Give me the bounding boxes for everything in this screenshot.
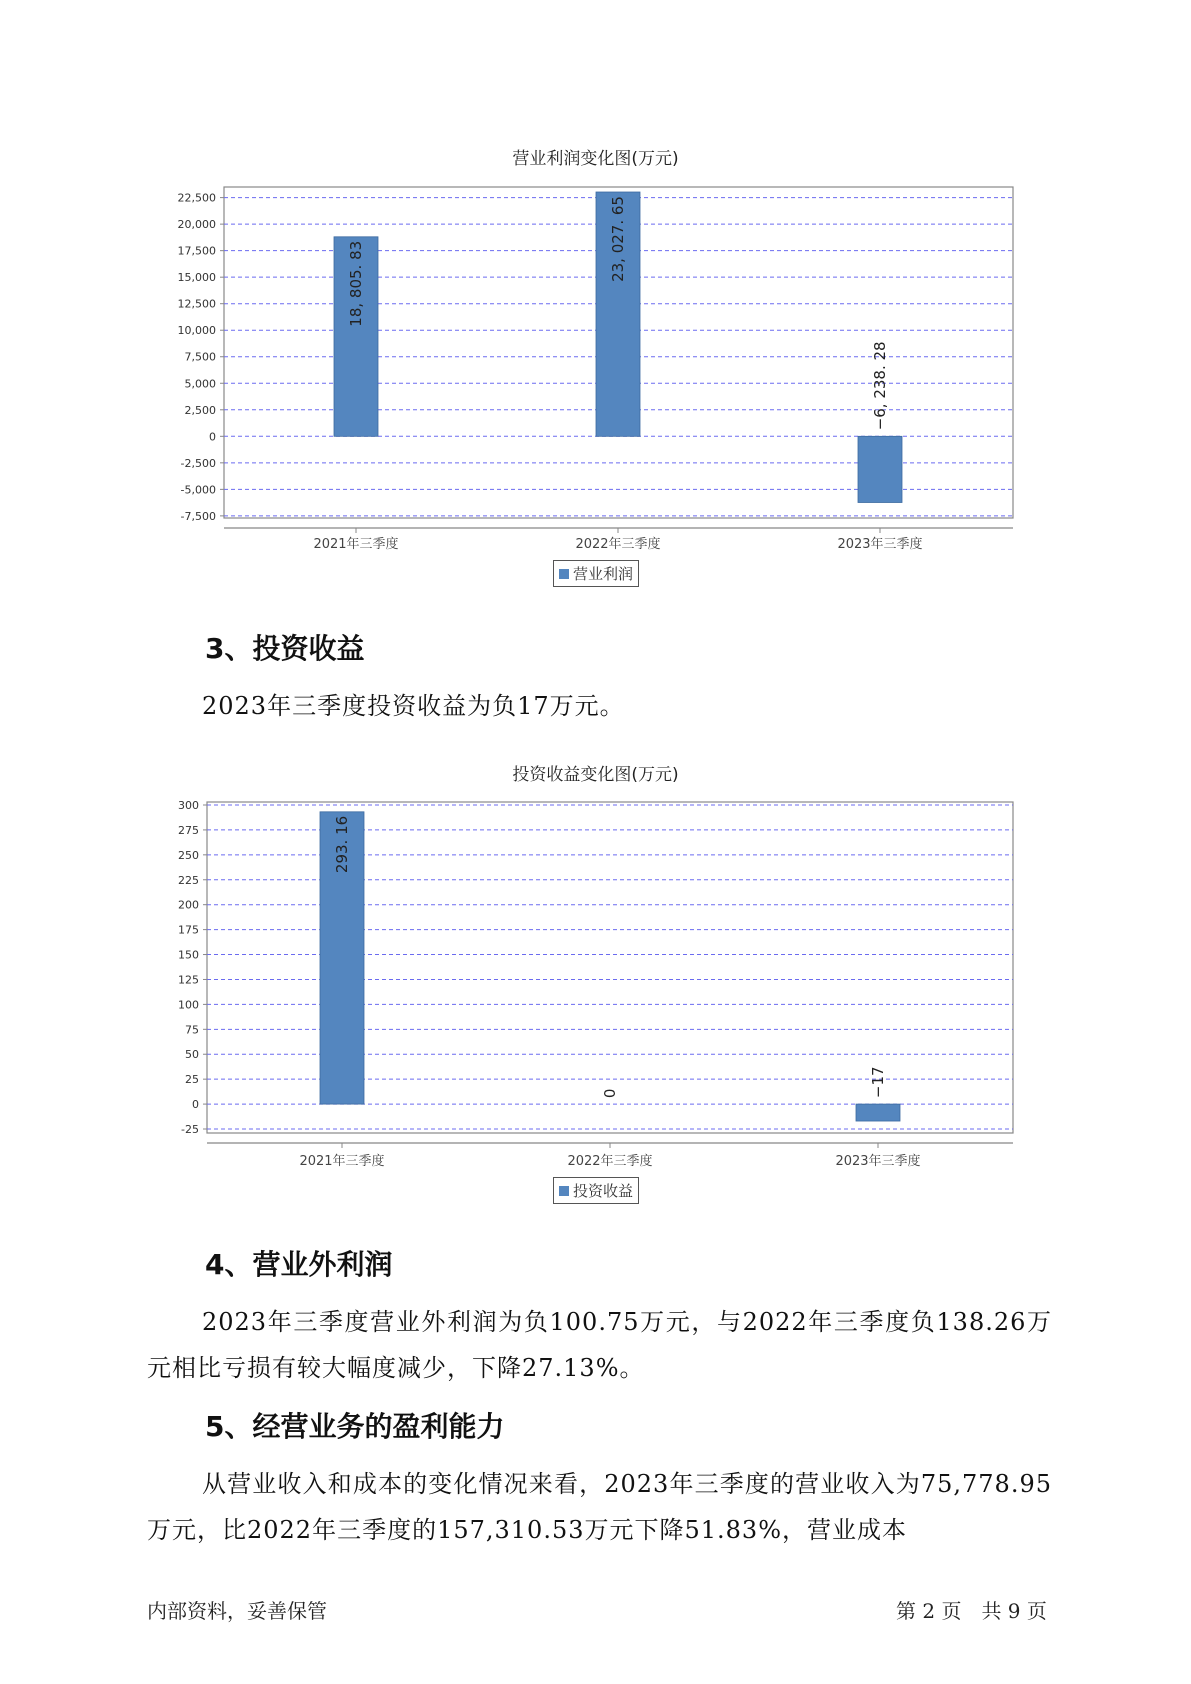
bar (856, 1104, 900, 1121)
x-tick-label: 2021年三季度 (313, 537, 399, 552)
chart-title-operating-profit: 营业利润变化图(万元) (512, 149, 679, 169)
y-tick-label: 300 (178, 798, 199, 812)
y-tick-label: 250 (178, 848, 199, 862)
section-heading-non-operating-profit: 4、营业外利润 (205, 1248, 393, 1281)
y-tick-label: -2,500 (180, 456, 216, 470)
y-tick-label: 12,500 (177, 297, 216, 311)
y-tick-label: 200 (178, 898, 199, 912)
legend-swatch (559, 1186, 569, 1196)
paragraph-investment: 2023年三季度投资收益为负17万元。 (202, 692, 625, 720)
section-heading-investment: 3、投资收益 (205, 632, 365, 665)
chart-title-investment-income: 投资收益变化图(万元) (512, 765, 679, 785)
legend-label: 投资收益 (573, 1182, 634, 1200)
chart-legend-investment-income (553, 1177, 639, 1204)
footer-page-number: 第 2 页 共 9 页 (896, 1599, 1047, 1623)
x-tick-label: 2021年三季度 (299, 1154, 385, 1169)
y-tick-label: 75 (185, 1023, 199, 1037)
x-tick-label: 2023年三季度 (837, 537, 923, 552)
data-label: 293. 16 (333, 815, 351, 874)
y-tick-label: 5,000 (184, 377, 216, 391)
y-tick-label: 22,500 (177, 191, 216, 205)
y-tick-label: -5,000 (180, 483, 216, 497)
x-tick-label: 2022年三季度 (575, 537, 661, 552)
y-tick-label: 175 (178, 923, 199, 937)
y-tick-label: 125 (178, 973, 199, 987)
y-tick-label: 7,500 (184, 350, 216, 364)
data-label: 18, 805. 83 (347, 240, 365, 327)
data-label: −17 (869, 1066, 887, 1099)
y-tick-label: 275 (178, 823, 199, 837)
x-tick-label: 2023年三季度 (835, 1154, 921, 1169)
y-tick-label: 2,500 (184, 403, 216, 417)
y-tick-label: -7,500 (180, 509, 216, 523)
legend-label: 营业利润 (573, 565, 634, 583)
footer-confidential-note: 内部资料，妥善保管 (147, 1599, 327, 1623)
y-tick-label: 15,000 (177, 271, 216, 285)
paragraph-profitability: 从营业收入和成本的变化情况来看，2023年三季度的营业收入为75,778.95万元，比2022年三季度的157,310.53万元下降51.83%，营业成本 (147, 1470, 1052, 1544)
section-heading-profitability: 5、经营业务的盈利能力 (205, 1410, 505, 1443)
y-tick-label: 150 (178, 948, 199, 962)
y-tick-label: 0 (192, 1098, 199, 1112)
paragraph-non-operating-profit: 2023年三季度营业外利润为负100.75万元，与2022年三季度负138.26万元相比亏损有较大幅度减少，下降27.13%。 (147, 1308, 1052, 1382)
y-tick-label: 10,000 (177, 324, 216, 338)
y-tick-label: -25 (181, 1123, 199, 1137)
y-tick-label: 100 (178, 998, 199, 1012)
y-tick-label: 25 (185, 1073, 199, 1087)
y-tick-label: 20,000 (177, 218, 216, 232)
data-label: 23, 027. 65 (609, 196, 627, 282)
y-tick-label: 50 (185, 1048, 199, 1062)
y-tick-label: 225 (178, 873, 199, 887)
y-tick-label: 0 (209, 430, 216, 444)
data-label: −6, 238. 28 (871, 341, 889, 431)
y-tick-label: 17,500 (177, 244, 216, 258)
data-label: 0 (601, 1088, 619, 1099)
x-tick-label: 2022年三季度 (567, 1154, 653, 1169)
